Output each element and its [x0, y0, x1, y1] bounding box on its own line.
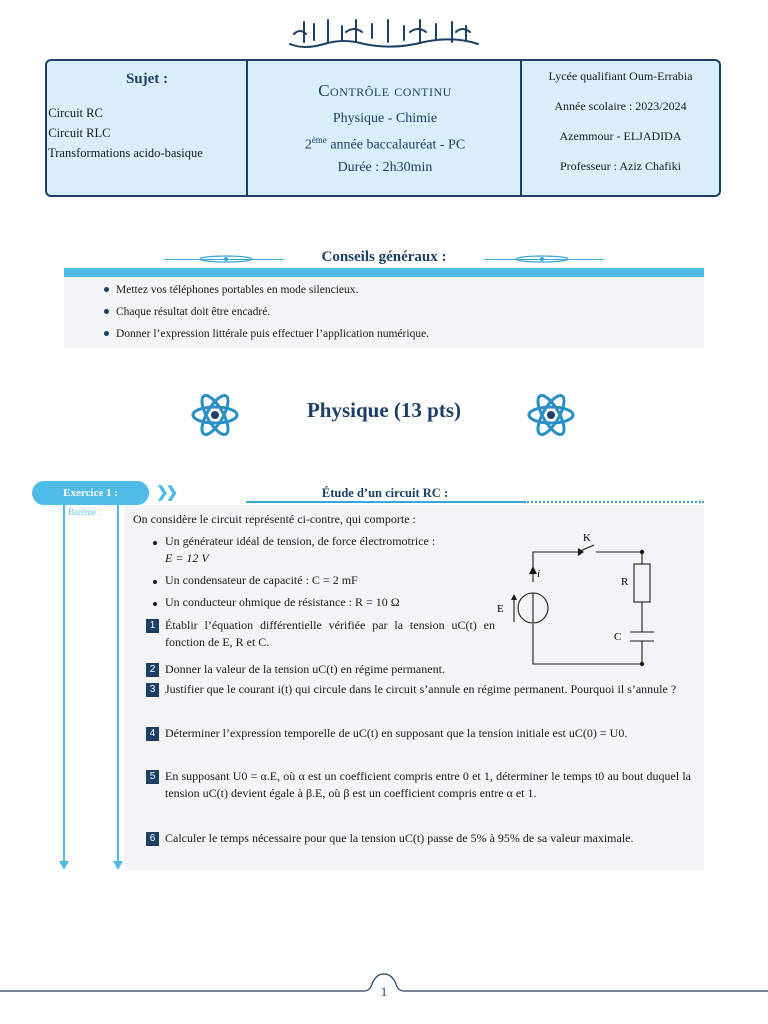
question-text: Déterminer l’expression temporelle de uC(t) en supposant que la tension initiale est uC(0) = U0. [165, 726, 628, 740]
margin-line-right [117, 505, 119, 862]
sujet-column [47, 61, 248, 195]
school-year: Année scolaire : 2023/2024 [554, 99, 687, 113]
question-number: 3 [146, 683, 159, 697]
conseil-item: Mettez vos téléphones portables en mode silencieux. [104, 279, 429, 301]
level-text: année baccalauréat - PC [326, 137, 466, 153]
switch-label: K [583, 532, 591, 544]
question-number: 1 [146, 619, 159, 633]
exercise-title-underline [246, 501, 524, 503]
question-text: En supposant U0 = α.E, où α est un coefficient compris entre 0 et 1, déterminer le temps t0 au bout duquel la tension uC(t) devient égale à β.E, où β est un coefficient compris entre α et 1. [165, 769, 691, 800]
sujet-item: - Circuit RC [45, 103, 203, 123]
teacher-name: Professeur : Aziz Chafiki [560, 159, 681, 173]
exercise-title: Étude d’un circuit RC : [321, 486, 449, 500]
sujet-item: - Circuit RLC [45, 123, 203, 143]
margin-line-left [63, 505, 65, 862]
resistor-label: R [621, 576, 629, 588]
header-table [45, 59, 721, 197]
conseils-title: Conseils généraux : [321, 249, 447, 265]
atom-icon [527, 393, 575, 437]
arrow-down-icon [113, 861, 123, 870]
exercise-label: Exercice 1 : [32, 481, 149, 505]
question-number: 2 [146, 663, 159, 677]
question-number: 5 [146, 770, 159, 784]
sujet-title: Sujet : [125, 71, 169, 87]
school-city: Azemmour - ELJADIDA [559, 129, 682, 143]
exercise-title-dotted-line [524, 501, 704, 503]
question-text: Donner la valeur de la tension uC(t) en régime permanent. [165, 662, 445, 676]
bullet-dot [153, 580, 157, 584]
conseil-item: Donner l’expression littérale puis effectuer l’application numérique. [104, 323, 429, 345]
current-label: i [537, 568, 541, 580]
question-number: 4 [146, 727, 159, 741]
bullet-dot [153, 541, 157, 545]
question-text: Calculer le temps nécessaire pour que la tension uC(t) passe de 5% à 95% de sa valeur maximale. [165, 831, 634, 845]
bullet-dot [153, 602, 157, 606]
exam-info-column [248, 61, 522, 195]
conseils-bar [64, 268, 704, 277]
chevron-double-right-icon: ❯❯ [156, 485, 176, 501]
rc-circuit-diagram [492, 526, 672, 670]
level-number: 2 [304, 137, 312, 153]
basmala-calligraphy [284, 14, 484, 54]
school-name: Lycée qualifiant Oum-Errabia [548, 69, 693, 83]
question-text: Établir l’équation différentielle vérifiée par la tension uC(t) en fonction de E, R et C. [165, 618, 495, 649]
arrow-down-icon [59, 861, 69, 870]
conseil-item: Chaque résultat doit être encadré. [104, 301, 429, 323]
page-number: 1 [380, 984, 388, 999]
school-info-column [522, 61, 719, 195]
bareme-label: Barème : [68, 507, 101, 517]
exam-duration: Durée : 2h30min [337, 160, 433, 175]
level-superscript: ème [311, 135, 327, 145]
component-generator-value: E = 12 V [165, 551, 209, 565]
exercise-intro: On considère le circuit représenté ci-contre, qui comporte : [133, 512, 416, 526]
exam-level [248, 135, 522, 154]
question-number: 6 [146, 832, 159, 846]
component-capacitor: Un condensateur de capacité : C = 2 mF [165, 573, 358, 587]
conseils-list [104, 279, 429, 345]
capacitor-label: C [614, 631, 622, 643]
physique-title: Physique (13 pts) [306, 398, 462, 422]
generator-label: E [497, 603, 504, 615]
exam-subject: Physique - Chimie [332, 111, 438, 126]
component-generator: Un générateur idéal de tension, de force électromotrice : [165, 534, 436, 548]
question-text: Justifier que le courant i(t) qui circule dans le circuit s’annule en régime permanent. Pourquoi il s’annule ? [165, 682, 677, 696]
exam-title: Contrôle continu [318, 81, 452, 100]
sujet-item: - Transformations acido-basique [45, 143, 203, 163]
sujet-list [45, 103, 203, 163]
component-resistor: Un conducteur ohmique de résistance : R = 10 Ω [165, 595, 400, 609]
